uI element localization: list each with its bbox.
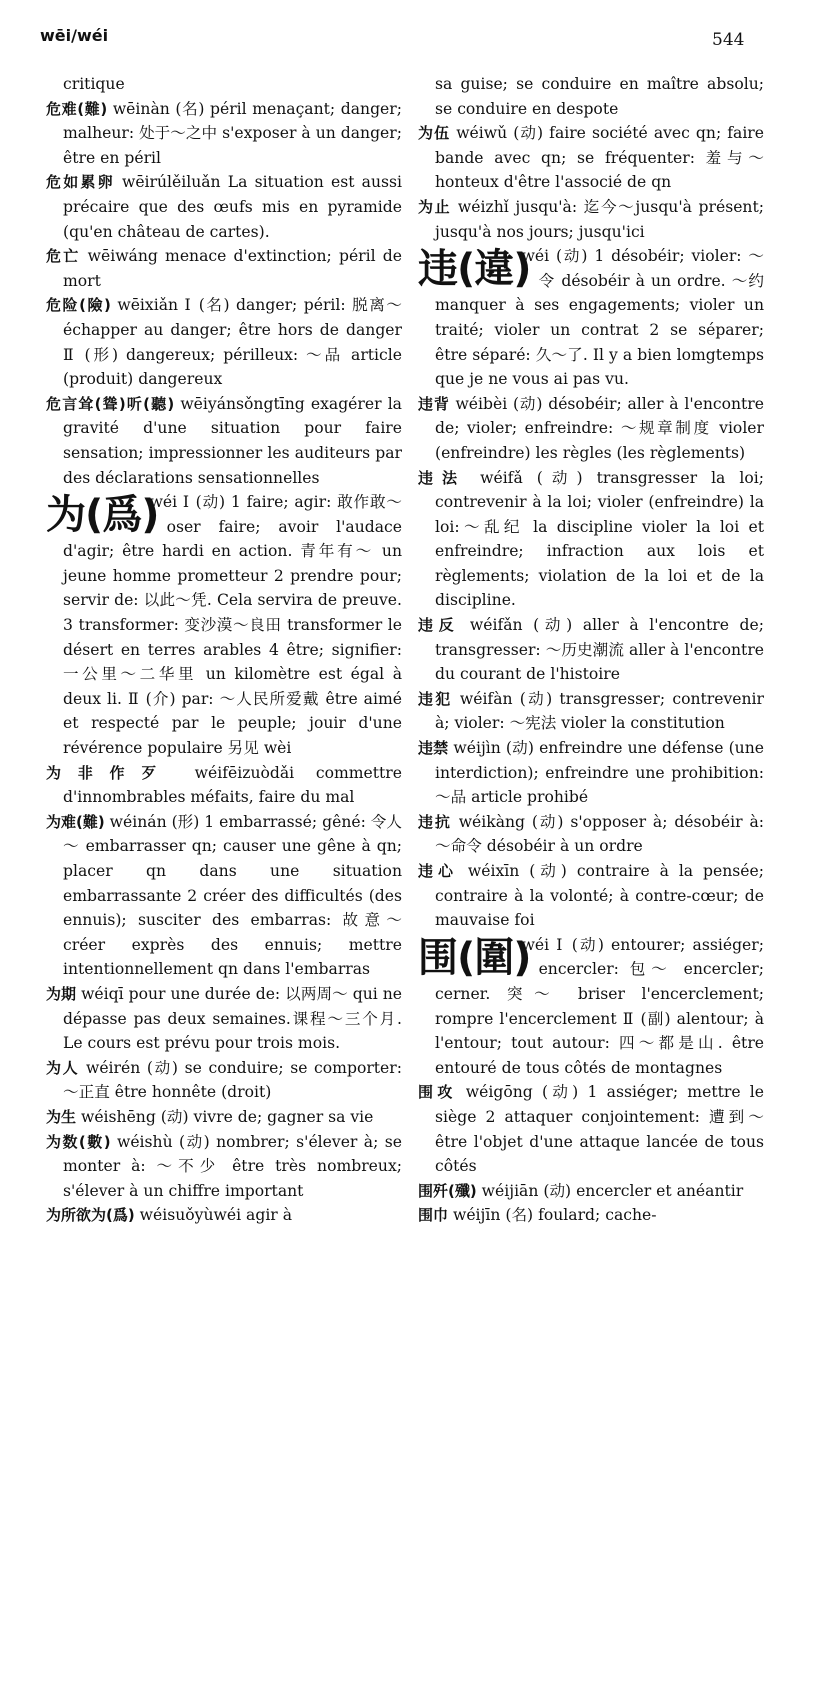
headword: 违法 bbox=[418, 468, 467, 487]
dictionary-entry bbox=[418, 1203, 764, 1228]
headword: 违反 bbox=[418, 616, 460, 635]
main-headword: 围(圍) bbox=[418, 934, 531, 981]
headword: 违犯 bbox=[418, 689, 453, 708]
definition: wéishēng (动) vivre de; gagner sa vie bbox=[76, 1107, 374, 1126]
entry-continuation bbox=[46, 72, 402, 97]
headword: 危言耸(聳)听(聽) bbox=[46, 394, 175, 413]
dictionary-entry bbox=[46, 761, 402, 810]
definition: wēiyánsǒngtīng exagérer la gravité d'une situation pour faire sensation; impressionner les auditeurs par des déclarations sensationnelles bbox=[63, 394, 402, 487]
headword: 危险(險) bbox=[46, 296, 111, 315]
dictionary-entry bbox=[46, 1130, 402, 1204]
guide-word: wēi/wéi bbox=[40, 26, 109, 45]
definition: wéijiān (动) encercler et anéantir bbox=[476, 1181, 744, 1200]
definition: wéijīn (名) foulard; cache- bbox=[448, 1206, 657, 1225]
dictionary-entry bbox=[46, 170, 402, 244]
dictionary-entry bbox=[418, 613, 764, 687]
definition: wēirúlěiluǎn La situation est aussi précaire que des œufs mis en pyramide (qu'en château de cartes). bbox=[63, 173, 402, 241]
dictionary-entry bbox=[46, 244, 402, 293]
dictionary-entry bbox=[46, 293, 402, 391]
definition: wéifēizuòdǎi commettre d'innombrables méfaits, faire du mal bbox=[63, 763, 402, 807]
entry-text: critique bbox=[63, 75, 125, 93]
main-entry bbox=[46, 490, 402, 761]
definition: wéixīn (动) contraire à la pensée; contraire à la volonté; à contre-cœur; de mauvaise foi bbox=[435, 862, 764, 930]
definition: wéijìn (动) enfreindre une défense (une interdiction); enfreindre une prohibition: ～品 article prohibé bbox=[435, 739, 764, 807]
main-entry bbox=[418, 244, 764, 392]
dictionary-entry bbox=[46, 982, 402, 1056]
headword: 为非作歹 bbox=[46, 763, 173, 782]
dictionary-entry bbox=[418, 736, 764, 810]
definition: wéifǎn (动) aller à l'encontre de; transgresser: ～历史潮流 aller à l'encontre du courant de l'histoire bbox=[435, 616, 764, 684]
headword: 为伍 bbox=[418, 124, 451, 143]
definition: wéigōng (动) 1 assiéger; mettre le siège 2 attaquer conjointement: 遭到～ être l'objet d'une attaque lancée de tous côtés bbox=[435, 1083, 764, 1176]
headword: 违抗 bbox=[418, 812, 452, 831]
definition: wéinán (形) 1 embarrassé; gêné: 令人～ embarrasser qn; causer une gêne à qn; placer qn dans une situation embarrassante 2 créer des difficultés (des ennuis); susciter des embarras: 故意～ créer exprès des ennuis; mettre intentionnellement qn dans l'embarras bbox=[63, 812, 402, 979]
headword: 危如累卵 bbox=[46, 173, 115, 192]
definition: wéisuǒyùwéi agir à bbox=[134, 1206, 293, 1225]
main-entry bbox=[418, 933, 764, 1081]
dictionary-entry bbox=[46, 97, 402, 171]
definition: wēixiǎn Ⅰ (名) danger; péril: 脱离～ échapper au danger; être hors de danger Ⅱ (形) dangereux; périlleux: ～品 article (produit) dangereux bbox=[63, 296, 402, 389]
definition: wēiwáng menace d'extinction; péril de mort bbox=[63, 247, 402, 290]
definition: wéifàn (动) transgresser; contrevenir à; violer: ～宪法 violer la constitution bbox=[435, 689, 764, 733]
headword: 危亡 bbox=[46, 247, 81, 266]
dictionary-entry bbox=[418, 810, 764, 859]
definition: wéi Ⅰ (动) entourer; assiéger; encercler: 包～ encercler; cerner. 突～ briser l'encerclement; rompre l'encerclement Ⅱ (副) alentour; à l'entour; tout autour: 四～都是山. être entouré de tous côtés de montagnes bbox=[435, 935, 764, 1077]
headword: 为所欲为(爲) bbox=[46, 1206, 135, 1225]
dictionary-entry bbox=[418, 859, 764, 933]
dictionary-entry bbox=[418, 392, 764, 466]
dictionary-entry bbox=[46, 1056, 402, 1105]
definition: wéibèi (动) désobéir; aller à l'encontre de; violer; enfreindre: ～规章制度 violer (enfreindre) les règles (les règlements) bbox=[435, 394, 764, 462]
dictionary-entry bbox=[46, 1105, 402, 1130]
dictionary-entry bbox=[418, 195, 764, 244]
main-headword: 为(爲) bbox=[46, 492, 159, 539]
definition: wēinàn (名) péril menaçant; danger; malheur: 处于～之中 s'exposer à un danger; être en péril bbox=[63, 99, 402, 167]
right-column bbox=[418, 72, 764, 1228]
headword: 为数(數) bbox=[46, 1132, 111, 1151]
definition: wéiqī pour une durée de: 以两周～ qui ne dépasse pas deux semaines.课程～三个月. Le cours est prévu pour trois mois. bbox=[63, 984, 402, 1053]
left-column bbox=[46, 72, 402, 1228]
entry-text: sa guise; se conduire en maître absolu; se conduire en despote bbox=[435, 75, 764, 118]
definition: wéikàng (动) s'opposer à; désobéir à: ～命令 désobéir à un ordre bbox=[435, 812, 764, 856]
headword: 为期 bbox=[46, 984, 77, 1003]
entry-continuation bbox=[418, 72, 764, 121]
headword: 为止 bbox=[418, 197, 452, 216]
headword: 危难(難) bbox=[46, 99, 108, 118]
definition: wéiwǔ (动) faire société avec qn; faire bande avec qn; se fréquenter: 羞与～ honteux d'être l'associé de qn bbox=[435, 124, 764, 192]
headword: 为难(難) bbox=[46, 812, 105, 831]
headword: 违背 bbox=[418, 394, 450, 413]
headword: 违心 bbox=[418, 862, 458, 880]
headword: 为生 bbox=[46, 1107, 77, 1126]
definition: wéirén (动) se conduire; se comporter: ～正直 être honnête (droit) bbox=[63, 1058, 402, 1102]
definition: wéizhǐ jusqu'à: 迄今～jusqu'à présent; jusqu'à nos jours; jusqu'ici bbox=[435, 197, 764, 241]
headword: 违禁 bbox=[418, 739, 449, 758]
definition: wéifǎ (动) transgresser la loi; contrevenir à la loi; violer (enfreindre) la loi:～乱纪 la discipline violer la loi et enfreindre; infraction aux lois et règlements; violation de la loi et de la discipline. bbox=[435, 468, 764, 610]
dictionary-entry bbox=[46, 392, 402, 490]
dictionary-entry bbox=[418, 687, 764, 736]
dictionary-entry bbox=[46, 810, 402, 982]
page-number: 544 bbox=[712, 30, 745, 50]
headword: 围巾 bbox=[418, 1206, 449, 1225]
dictionary-entry bbox=[418, 121, 764, 195]
headword: 围歼(殲) bbox=[418, 1181, 477, 1200]
dictionary-entry bbox=[418, 1080, 764, 1178]
headword: 围攻 bbox=[418, 1083, 457, 1102]
dictionary-entry bbox=[418, 466, 764, 614]
headword: 为人 bbox=[46, 1058, 80, 1077]
dictionary-entry bbox=[418, 1179, 764, 1204]
definition: wéi (动) 1 désobéir; violer: ～令 désobéir à un ordre. ～约 manquer à ses engagements; violer un traité; violer un contrat 2 se séparer; être séparé: 久～了. Il y a bien lomgtemps que je ne vous ai pas vu. bbox=[435, 247, 764, 389]
dictionary-entry bbox=[46, 1203, 402, 1228]
definition: wéi Ⅰ (动) 1 faire; agir: 敢作敢～ oser faire; avoir l'audace d'agir; être hardi en action. 青年有～ un jeune homme prometteur 2 prendre pour; servir de: 以此～凭. Cela servira de preuve. 3 transformer: 变沙漠～良田 transformer le désert en terres arables 4 être; signifier: 一公里～二华里 un kilomètre est égal à deux li. Ⅱ (介) par: ～人民所爱戴 être aimé et respecté par le peuple; jouir d'une révérence populaire 另见 wèi bbox=[63, 493, 402, 758]
definition: wéishù (动) nombrer; s'élever à; se monter à: ～不少 être très nombreux; s'élever à un chiffre important bbox=[63, 1132, 402, 1200]
main-headword: 违(違) bbox=[418, 246, 531, 293]
